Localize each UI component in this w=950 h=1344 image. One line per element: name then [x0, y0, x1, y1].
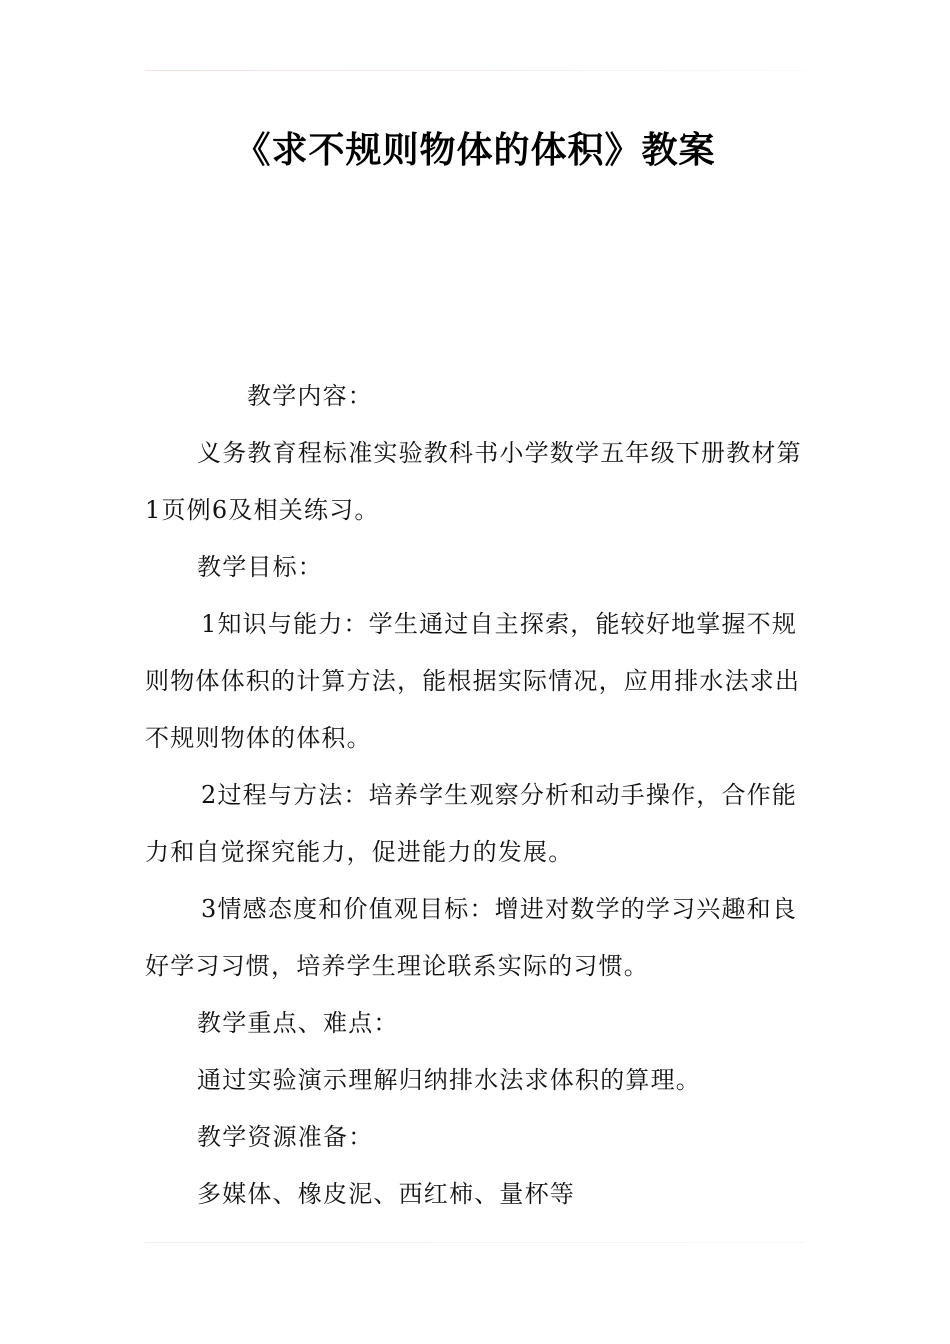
- content-paragraph: 义务教育程标准实验教科书小学数学五年级下册教材第1页例6及相关练习。: [145, 439, 802, 524]
- resources-paragraph: 多媒体、橡皮泥、西红柿、量杯等: [197, 1180, 575, 1208]
- key-points-paragraph: 通过实验演示理解归纳排水法求体积的算理。: [197, 1066, 701, 1094]
- section-heading-key-points: 教学重点、难点：: [197, 1009, 399, 1037]
- header-divider: [145, 70, 805, 71]
- document-body: [145, 368, 810, 1223]
- objective-attitude: 3情感态度和价值观目标：增进对数学的学习兴趣和良好学习习惯，培养学生理论联系实际的习惯。: [145, 895, 798, 980]
- objective-knowledge: 1知识与能力：学生通过自主探索，能较好地掌握不规则物体体积的计算方法，能根据实际情况，应用排水法求出不规则物体的体积。: [145, 610, 801, 752]
- objective-process: 2过程与方法：培养学生观察分析和动手操作，合作能力和自觉探究能力，促进能力的发展。: [145, 781, 798, 866]
- section-heading-content: 教学内容：: [247, 382, 373, 410]
- footer-divider: [145, 1242, 805, 1243]
- section-heading-resources: 教学资源准备：: [197, 1123, 374, 1151]
- document-title: 《求不规则物体的体积》教案: [234, 130, 716, 171]
- section-heading-objectives: 教学目标：: [197, 553, 323, 581]
